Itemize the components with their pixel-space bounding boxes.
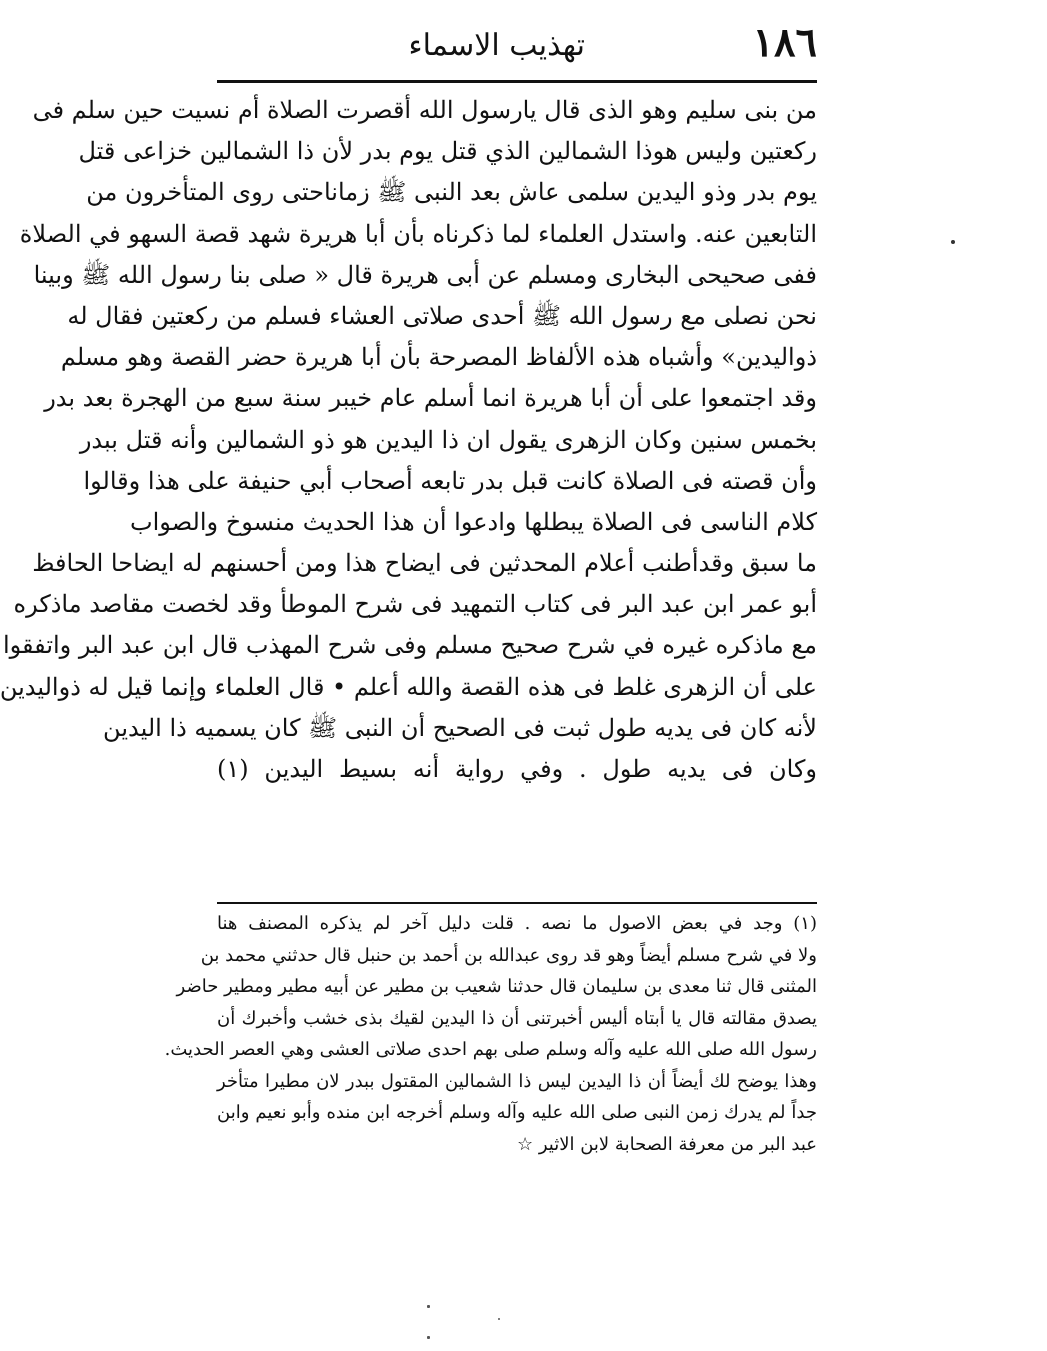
body-line: من بنى سليم وهو الذى قال يارسول الله أقصرت الصلاة أم نسيت حين سلم فى: [32, 96, 817, 124]
body-line: التابعين عنه. واستدل العلماء لما ذكرناه بأن أبا هريرة شهد قصة السهو في الصلاة: [19, 219, 817, 248]
body-line: على أن الزهرى غلط فى هذه القصة والله أعلم • قال العلماء وإنما قيل له ذواليدين: [0, 672, 817, 701]
body-line: يوم بدر وذو اليدين سلمى عاش بعد النبى ﷺ زماناحتى روى المتأخرون من: [86, 178, 817, 207]
footnote: [164, 908, 817, 1160]
body-line: نحن نصلى مع رسول الله ﷺ أحدى صلاتى العشاء فسلم من ركعتين فقال له: [67, 301, 817, 330]
body-line: ركعتين وليس هوذا الشمالين الذي قتل يوم بدر لأن ذا الشمالين خزاعى قتل: [78, 137, 817, 166]
scan-speck: [427, 1336, 430, 1339]
scan-speck: [427, 1305, 430, 1308]
page-header: [217, 14, 817, 74]
running-title: تهذيب الاسماء: [408, 28, 585, 63]
header-rule: [217, 80, 817, 83]
footnote-line: جداً لم يدرك زمن النبى صلى الله عليه وآله وسلم أخرجه ابن منده وأبو نعيم وابن: [217, 1102, 817, 1123]
body-line: وأن قصته فى الصلاة كانت قبل بدر تابعه أصحاب أبي حنيفة على هذا وقالوا: [83, 466, 817, 495]
body-line: أبو عمر ابن عبد البر فى كتاب التمهيد فى شرح الموطأ وقد لخصت مقاصد ماذكره: [13, 590, 817, 619]
footnote-line: (١) وجد في بعض الاصول ما نصه . قلت دليل آخر لم يذكره المصنف هنا: [217, 913, 817, 934]
footnote-line: رسول الله صلى الله عليه وآله وسلم صلى بهم احدى صلاتى العشى وهي العصر الحديث.: [164, 1039, 817, 1060]
footnote-line: عبد البر من معرفة الصحابة لابن الاثير ☆: [517, 1133, 817, 1155]
body-line: ما سبق وقدأطنب أعلام المحدثين فى ايضاح هذا ومن أحسنهم له ايضاحا الحافظ: [32, 549, 817, 578]
body-line: كلام الناسى فى الصلاة يبطلها وادعوا أن هذا الحديث منسوخ والصواب: [130, 507, 817, 536]
body-line: ففى صحيحى البخارى ومسلم عن أبى هريرة قال « صلى بنا رسول الله ﷺ وبينا: [33, 260, 817, 289]
body-line: لأنه كان فى يديه طول ثبت فى الصحيح أن النبى ﷺ كان يسميه ذا اليدين: [103, 713, 817, 742]
body-line: بخمس سنين وكان الزهرى يقول ان ذا اليدين هو ذو الشمالين وأنه قتل ببدر: [79, 425, 817, 454]
body-line: وقد اجتمعوا على أن أبا هريرة انما أسلم عام خيبر سنة سبع من الهجرة بعد بدر: [44, 384, 817, 413]
body-line: مع ماذكره غيره في شرح صحيح مسلم وفى شرح المهذب قال ابن عبد البر واتفقوا: [2, 631, 817, 660]
footnote-line: المثنى قال ثنا معدى بن سليمان قال حدثنا شعيب بن مطير عن أبيه مطير ومطير حاضر: [176, 976, 817, 997]
footnote-rule: [217, 902, 817, 904]
body-line: وكان فى يديه طول . وفي رواية أنه بسيط اليدين (١): [217, 755, 817, 783]
page-number: ١٨٦: [752, 19, 817, 66]
body-line: ذواليدين» وأشباه هذه الألفاظ المصرحة بأن أبا هريرة حضر القصة وهو مسلم: [60, 343, 817, 372]
footnote-line: وهذا يوضح لك أيضاً أن ذا اليدين ليس ذا الشمالين المقتول ببدر لان مطيرا متأخر: [217, 1070, 817, 1092]
margin-dot: [951, 240, 955, 244]
footnote-line: ولا في شرح مسلم أيضاً وهو قد روى عبدالله بن أحمد بن حنبل قال حدثني محمد بن: [200, 944, 817, 966]
main-text: [0, 90, 817, 790]
footnote-line: يصدق مقالته قال يا أبتاه أليس أخبرتنى أن ذا اليدين لقيك بذى خشب وأخبرك أن: [217, 1007, 817, 1029]
scan-speck: [498, 1318, 500, 1320]
